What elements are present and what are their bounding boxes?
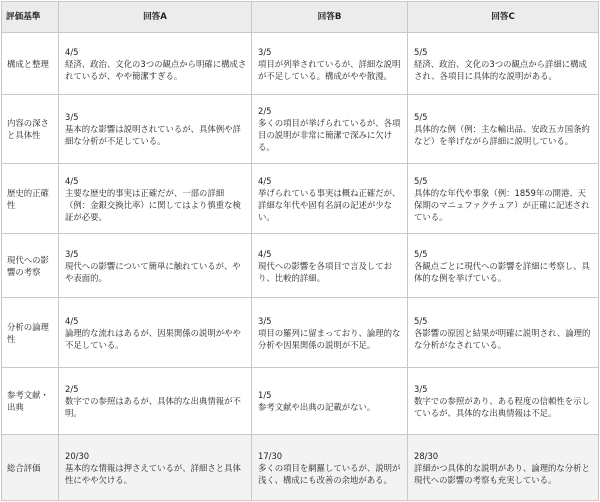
score: 2/5 (65, 384, 79, 394)
score: 5/5 (414, 248, 428, 259)
answer-b-cell (252, 298, 408, 368)
answer-b-cell (252, 164, 408, 234)
comment: 多くの項目を網羅しているが、説明が浅く、構成にも改善の余地がある。 (258, 462, 401, 485)
score: 4/5 (258, 175, 272, 186)
score: 2/5 (258, 106, 272, 116)
table-row (2, 368, 599, 435)
answer-c-cell (408, 368, 599, 435)
criterion-cell: 歴史的正確性 (2, 164, 59, 234)
comment: 経済、政治、文化の3つの観点から詳細に構成され、各項目に具体的な説明がある。 (414, 58, 587, 81)
score: 3/5 (258, 46, 272, 57)
comment: 論理的な流れはあるが、因果関係の説明がやや不足している。 (65, 327, 241, 350)
score: 28/30 (414, 450, 439, 461)
answer-c-cell (408, 435, 599, 501)
comment: 各影響の原因と結果が明確に説明され、論理的な分析がなされている。 (414, 327, 591, 350)
criterion-cell: 参考文献・出典 (2, 368, 59, 435)
score: 4/5 (65, 46, 79, 57)
answer-c-cell (408, 298, 599, 368)
comment: 基本的な情報は押さえているが、詳細さと具体性にやや欠ける。 (65, 462, 241, 485)
answer-b-cell (252, 33, 408, 95)
score: 4/5 (258, 248, 272, 259)
comment: 主要な歴史的事実は正確だが、一部の詳細（例：金銀交換比率）に関してはより慎重な検証が必要。 (65, 187, 241, 222)
answer-c-cell (408, 234, 599, 298)
score: 4/5 (65, 175, 79, 186)
criterion-cell: 分析の論理性 (2, 298, 59, 368)
score: 3/5 (65, 248, 79, 259)
answer-c-cell (408, 164, 599, 234)
comment: 経済、政治、文化の3つの観点から明確に構成されているが、やや簡潔すぎる。 (65, 58, 247, 81)
header-answer-b: 回答B (252, 2, 408, 33)
score: 5/5 (414, 112, 428, 122)
comment: 各観点ごとに現代への影響を詳細に考察し、具体的な例を挙げている。 (414, 260, 590, 283)
header-answer-a: 回答A (59, 2, 252, 33)
table-row (2, 33, 599, 95)
answer-c-cell (408, 33, 599, 95)
answer-a-cell (59, 95, 252, 164)
answer-a-cell (59, 164, 252, 234)
comment: 多くの項目が挙げられているが、各項目の説明が非常に簡潔で深みに欠ける。 (258, 118, 401, 152)
score: 3/5 (258, 315, 272, 326)
answer-b-cell (252, 435, 408, 501)
score: 17/30 (258, 450, 283, 461)
comment: 参考文献や出典の記載がない。 (258, 402, 376, 412)
answer-b-cell (252, 234, 408, 298)
header-criteria: 評価基準 (2, 2, 59, 33)
comment: 具体的な例（例：主な輸出品、安政五カ国条約など）を挙げながら詳細に説明している。 (414, 124, 590, 146)
table-row (2, 164, 599, 234)
score: 5/5 (414, 46, 428, 57)
table-header-row (2, 2, 599, 33)
score: 5/5 (414, 175, 428, 186)
table-row (2, 234, 599, 298)
comment: 具体的な年代や事象（例：1859年の開港、天保期のマニュファクチュア）が正確に記述されている。 (414, 187, 590, 222)
score: 3/5 (414, 384, 428, 394)
answer-a-cell (59, 368, 252, 435)
table-row (2, 298, 599, 368)
comment: 項目の羅列に留まっており、論理的な分析や因果関係の説明が不足。 (258, 327, 401, 350)
comment: 基本的な影響は説明されているが、具体例や詳細な分析が不足している。 (65, 124, 241, 146)
score: 5/5 (414, 315, 428, 326)
criterion-cell: 構成と整理 (2, 33, 59, 95)
score: 20/30 (65, 450, 90, 461)
comment: 挙げられている事実は概ね正確だが、詳細な年代や固有名詞の記述が少ない。 (258, 187, 401, 222)
criterion-cell: 現代への影響の考察 (2, 234, 59, 298)
answer-b-cell (252, 95, 408, 164)
answer-a-cell (59, 33, 252, 95)
answer-a-cell (59, 298, 252, 368)
comment: 詳細かつ具体的な説明があり、論理的な分析と現代への影響の考察も充実している。 (414, 462, 590, 485)
comment: 項目が列挙されているが、詳細な説明が不足している。構成がやや散漫。 (258, 58, 401, 81)
comment: 数字での参照があり、ある程度の信頼性を示しているが、具体的な出典情報は不足。 (414, 396, 590, 418)
comment: 現代への影響について簡単に触れているが、やや表面的。 (65, 260, 241, 283)
criterion-cell: 内容の深さと具体性 (2, 95, 59, 164)
answer-c-cell (408, 95, 599, 164)
comment: 現代への影響を各項目で言及しており、比較的詳細。 (258, 260, 392, 283)
answer-a-cell (59, 435, 252, 501)
evaluation-table (1, 1, 599, 501)
answer-a-cell (59, 234, 252, 298)
header-answer-c: 回答C (408, 2, 599, 33)
score: 4/5 (65, 315, 79, 326)
criterion-cell: 総合評価 (2, 435, 59, 501)
score: 1/5 (258, 390, 272, 400)
comment: 数字での参照はあるが、具体的な出典情報が不明。 (65, 396, 241, 418)
score: 3/5 (65, 112, 79, 122)
answer-b-cell (252, 368, 408, 435)
table-row-total (2, 435, 599, 501)
table-row (2, 95, 599, 164)
